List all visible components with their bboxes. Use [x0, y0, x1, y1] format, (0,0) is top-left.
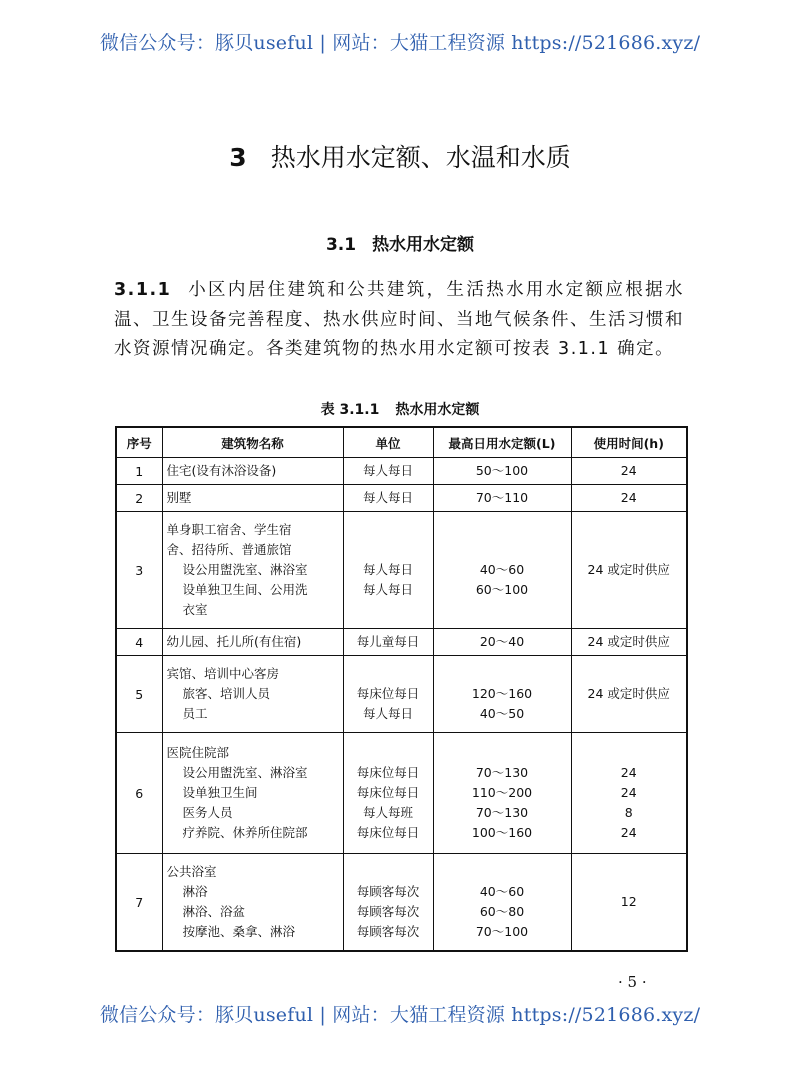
cell-building-name: [162, 629, 343, 656]
cell-unit-line: 每床位每日: [356, 686, 420, 701]
cell-unit-line: 每床位每日: [356, 785, 420, 800]
cell-building-name-line: 疗养院、休养所住院部: [182, 825, 308, 840]
cell-building-name-line: 设公用盥洗室、淋浴室: [182, 765, 308, 780]
cell-building-name-line: 幼儿园、托儿所(有住宿): [166, 634, 302, 649]
chapter-number: 3: [229, 143, 247, 172]
cell-quota-line: 70～100: [475, 924, 529, 939]
cell-building-name: [162, 733, 343, 854]
cell-building-name: [162, 485, 343, 512]
cell-quota: [433, 733, 571, 854]
cell-usage-time-line: 8: [624, 805, 633, 820]
watermark-top: 微信公众号：豚贝useful | 网站：大猫工程资源 https://521686.xyz/: [99, 32, 701, 54]
cell-quota-line: 70～130: [475, 765, 529, 780]
cell-unit-line: [348, 743, 429, 763]
cell-quota-line: 60～80: [479, 904, 525, 919]
cell-quota-line: 40～50: [479, 706, 525, 721]
cell-quota-line: 20～40: [479, 634, 525, 649]
table-caption-title: 热水用水定额: [395, 402, 480, 418]
cell-usage-time-line: 24 或定时供应: [587, 686, 670, 701]
cell-unit-line: 每顾客每次: [356, 884, 420, 899]
hot-water-quota-table: [115, 426, 688, 952]
cell-quota-line: 110～200: [471, 785, 533, 800]
table-row: [116, 629, 687, 656]
cell-unit-line: [348, 862, 429, 882]
cell-usage-time: [571, 485, 687, 512]
cell-unit: [343, 854, 433, 952]
cell-usage-time: [571, 733, 687, 854]
cell-unit-line: 每顾客每次: [356, 924, 420, 939]
cell-quota-line: 100～160: [471, 825, 533, 840]
cell-quota-line: 40～60: [479, 884, 525, 899]
cell-usage-time-line: 24: [620, 825, 637, 840]
cell-building-name: [162, 656, 343, 733]
cell-usage-time-line: 24: [620, 765, 637, 780]
chapter-title: [0, 138, 800, 174]
cell-usage-time-line: 12: [620, 894, 637, 909]
cell-quota: [433, 854, 571, 952]
cell-building-name-line: 设单独卫生间: [182, 785, 258, 800]
section-number: 3.1: [325, 235, 357, 255]
cell-unit-line: 每人每日: [362, 463, 413, 478]
cell-usage-time-line: 24: [620, 463, 637, 478]
table-caption: [0, 399, 800, 419]
cell-unit: [343, 656, 433, 733]
cell-usage-time: [571, 512, 687, 629]
cell-unit: [343, 458, 433, 485]
cell-unit: [343, 485, 433, 512]
cell-unit-line: 每床位每日: [356, 825, 420, 840]
cell-unit-line: 每顾客每次: [356, 904, 420, 919]
cell-quota-line: 70～110: [475, 490, 529, 505]
cell-quota: [433, 629, 571, 656]
chapter-title-text: 热水用水定额、水温和水质: [270, 143, 571, 172]
cell-building-name-line: 设公用盥洗室、淋浴室: [182, 562, 308, 577]
section-title: [0, 230, 800, 255]
table-row: [116, 458, 687, 485]
cell-usage-time-line: 24 或定时供应: [587, 562, 670, 577]
cell-quota-line: 70～130: [475, 805, 529, 820]
watermark-bottom: 微信公众号：豚贝useful | 网站：大猫工程资源 https://521686.xyz/: [99, 1004, 701, 1026]
cell-quota: [433, 485, 571, 512]
cell-building-name: [162, 854, 343, 952]
header-building-name: 建筑物名称: [162, 427, 343, 458]
cell-unit: [343, 733, 433, 854]
cell-building-name-line: 单身职工宿舍、学生宿: [166, 522, 292, 537]
cell-building-name-line: 淋浴: [182, 884, 208, 899]
cell-unit-line: [348, 600, 429, 620]
cell-quota: [433, 656, 571, 733]
cell-building-name-line: 宾馆、培训中心客房: [166, 666, 280, 681]
cell-building-name-line: 住宅(设有沐浴设备): [166, 463, 277, 478]
cell-no: 5: [116, 656, 162, 733]
cell-no: 3: [116, 512, 162, 629]
cell-usage-time: [571, 656, 687, 733]
table-row: [116, 656, 687, 733]
cell-quota-line: 40～60: [479, 562, 525, 577]
cell-building-name: [162, 458, 343, 485]
cell-building-name-line: 淋浴、浴盆: [182, 904, 246, 919]
clause-paragraph: [114, 276, 684, 365]
cell-no: 2: [116, 485, 162, 512]
cell-usage-time: [571, 458, 687, 485]
page-number: · 5 ·: [618, 973, 647, 991]
cell-no: 7: [116, 854, 162, 952]
cell-unit-line: 每床位每日: [356, 765, 420, 780]
clause-number: 3.1.1: [114, 280, 172, 300]
cell-unit-line: 每人每日: [362, 562, 413, 577]
header-no: 序号: [116, 427, 162, 458]
cell-unit-line: [348, 540, 429, 560]
cell-quota-line: [438, 540, 567, 560]
cell-building-name-line: 衣室: [182, 602, 208, 617]
section-title-text: 热水用水定额: [372, 235, 475, 255]
cell-building-name-line: 员工: [182, 706, 208, 721]
cell-no: 1: [116, 458, 162, 485]
cell-usage-time-line: 24: [620, 490, 637, 505]
table-row: [116, 512, 687, 629]
cell-unit-line: 每人每日: [362, 706, 413, 721]
cell-building-name-line: 医院住院部: [166, 745, 230, 760]
cell-quota-line: [438, 664, 567, 684]
cell-quota-line: [438, 743, 567, 763]
cell-no: 4: [116, 629, 162, 656]
table-row: [116, 733, 687, 854]
cell-unit: [343, 629, 433, 656]
cell-quota-line: [438, 600, 567, 620]
cell-usage-time-line: 24: [620, 785, 637, 800]
table-caption-number: 表 3.1.1: [320, 402, 380, 418]
cell-unit-line: [348, 664, 429, 684]
header-unit: 单位: [343, 427, 433, 458]
cell-building-name-line: 设单独卫生间、公用洗: [182, 582, 308, 597]
table-header-row: [116, 427, 687, 458]
cell-quota-line: 50～100: [475, 463, 529, 478]
cell-building-name-line: 舍、招待所、普通旅馆: [166, 542, 292, 557]
cell-quota-line: [438, 520, 567, 540]
cell-quota-line: 120～160: [471, 686, 533, 701]
cell-unit-line: 每人每班: [362, 805, 413, 820]
cell-unit: [343, 512, 433, 629]
cell-quota: [433, 512, 571, 629]
cell-building-name-line: 医务人员: [182, 805, 233, 820]
cell-unit-line: 每人每日: [362, 490, 413, 505]
cell-usage-time-line: 24 或定时供应: [587, 634, 670, 649]
cell-quota-line: 60～100: [475, 582, 529, 597]
cell-building-name: [162, 512, 343, 629]
table-row: [116, 485, 687, 512]
cell-quota-line: [438, 862, 567, 882]
cell-unit-line: [348, 520, 429, 540]
clause-text: 小区内居住建筑和公共建筑，生活热水用水定额应根据水温、卫生设备完善程度、热水供应时间、当地气候条件、生活习惯和水资源情况确定。各类建筑物的热水用水定额可按表 3.1.1 确定。: [114, 280, 684, 359]
cell-unit-line: 每儿童每日: [356, 634, 420, 649]
cell-usage-time: [571, 854, 687, 952]
cell-building-name-line: 旅客、培训人员: [182, 686, 271, 701]
cell-unit-line: 每人每日: [362, 582, 413, 597]
cell-usage-time-line: [576, 743, 683, 763]
header-usage-time: 使用时间(h): [571, 427, 687, 458]
cell-building-name-line: 按摩池、桑拿、淋浴: [182, 924, 296, 939]
cell-building-name-line: 别墅: [166, 490, 192, 505]
cell-no: 6: [116, 733, 162, 854]
table-row: [116, 854, 687, 952]
cell-usage-time: [571, 629, 687, 656]
cell-building-name-line: 公共浴室: [166, 864, 217, 879]
header-max-daily-quota: 最高日用水定额(L): [433, 427, 571, 458]
cell-quota: [433, 458, 571, 485]
